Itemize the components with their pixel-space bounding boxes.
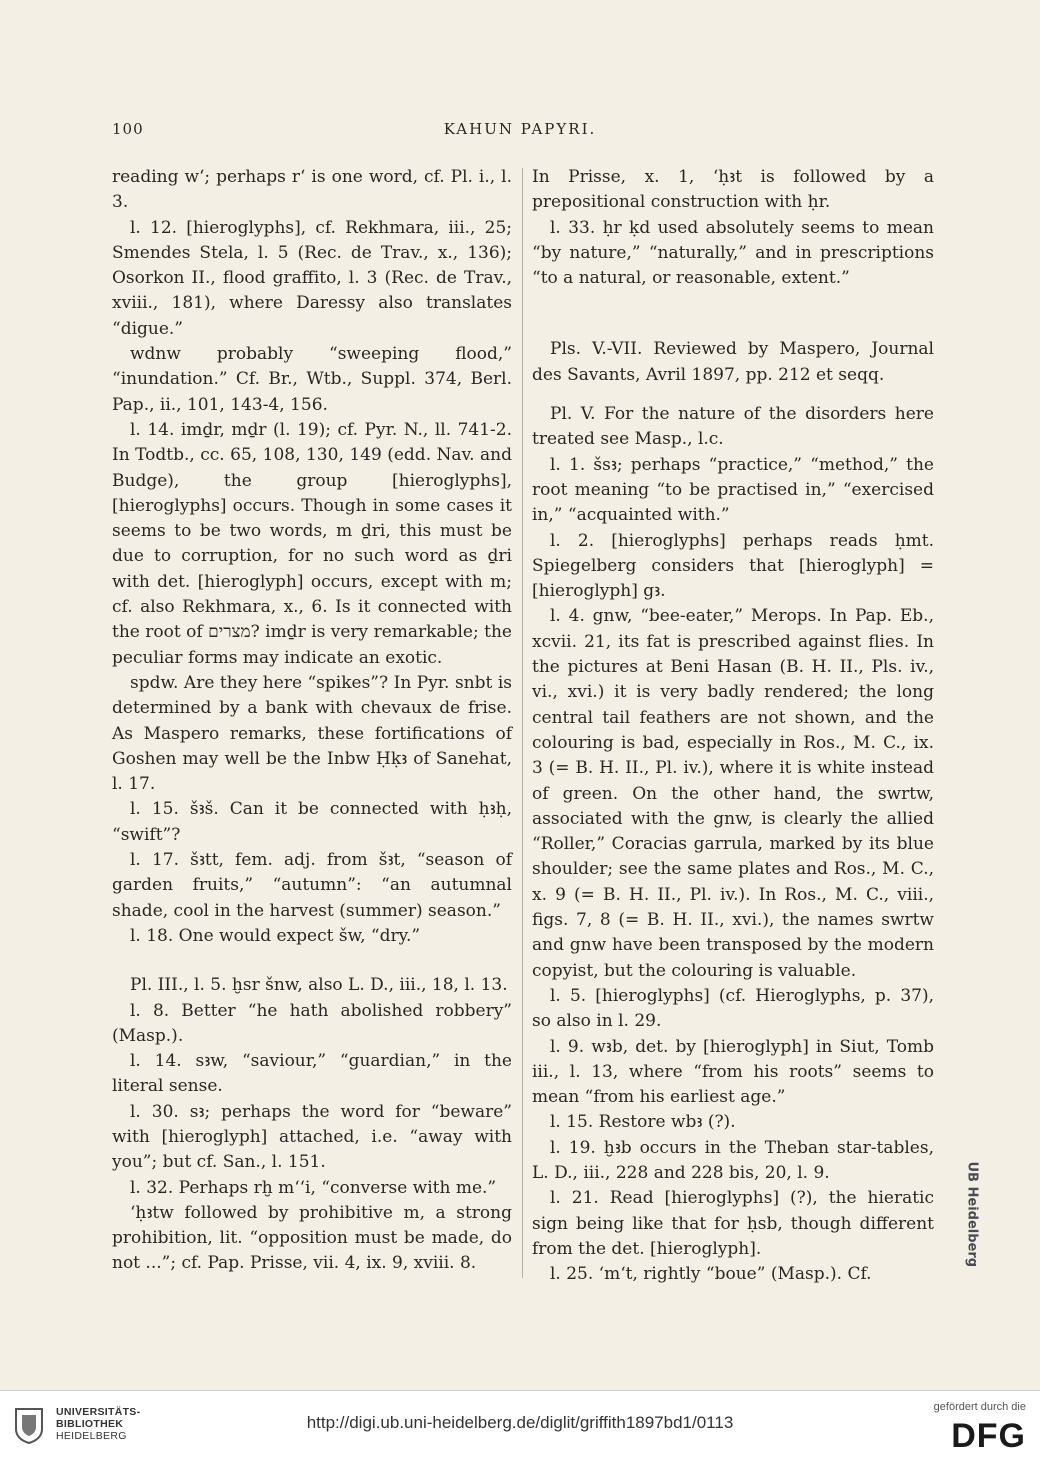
- funding-caption: gefördert durch die: [933, 1401, 1026, 1413]
- paragraph: l. 14. imḏr, mḏr (l. 19); cf. Pyr. N., ll. 741-2. In Todtb., cc. 65, 108, 130, 149 (edd. Nav. and Budge), the group [hieroglyphs], [hieroglyphs] occurs. Though in some cases it seems to be two words, m ḏri, this must be due to corruption, for no such word as ḏri with det. [hieroglyph] occurs, except with m; cf. also Rekhmara, x., 6. Is it connected with the root of מצרים? imḏr is very remarkable; the peculiar forms may indicate an exotic.: [112, 419, 512, 668]
- library-stamp: [960, 1160, 982, 1350]
- paragraph: wdnw probably “sweeping flood,” “inundation.” Cf. Br., Wtb., Suppl. 374, Berl. Pap., ii., 101, 143-4, 156.: [112, 344, 512, 415]
- paragraph: l. 9. wꜣb, det. by [hieroglyph] in Siut, Tomb iii., l. 13, where “from his roots” seems to mean “from his earliest age.”: [532, 1036, 934, 1108]
- column-divider: [522, 168, 523, 1278]
- source-url-link[interactable]: http://digi.ub.uni-heidelberg.de/diglit/griffith1897bd1/0113: [306, 1413, 734, 1432]
- paragraph: l. 1. šsꜣ; perhaps “practice,” “method,” the root meaning “to be practised in,” “exercised in,” “acquainted with.”: [532, 454, 934, 526]
- paragraph: In Prisse, x. 1, ‘ḥꜣt is followed by a prepositional construction with ḥr.: [532, 167, 934, 213]
- paragraph: l. 14. sꜣw, “saviour,” “guardian,” in the literal sense.: [112, 1051, 512, 1097]
- section-heading: Pls. V.-VII. Reviewed by Maspero, Journal des Savants, Avril 1897, pp. 212 et seqq.: [532, 339, 934, 385]
- left-column: [112, 165, 512, 1277]
- institution-name: UNIVERSITÄTS- BIBLIOTHEK HEIDELBERG: [56, 1406, 141, 1442]
- paragraph: l. 12. [hieroglyphs], cf. Rekhmara, iii., 25; Smendes Stela, l. 5 (Rec. de Trav., x., 136); Osorkon II., flood graffito, l. 3 (Rec. de Trav., xviii., 181), where Daressy also translates “digue.”: [112, 217, 512, 339]
- paragraph: reading w‘; perhaps r‘ is one word, cf. Pl. i., l. 3.: [112, 167, 512, 213]
- paragraph: l. 17. šꜣtt, fem. adj. from šꜣt, “season of garden fruits,” “autumn”: “an autumnal shade, cool in the harvest (summer) season.”: [112, 850, 512, 921]
- paragraph: l. 25. ‘m‘t, rightly “boue” (Masp.). Cf.: [550, 1264, 872, 1285]
- paragraph: l. 15. Restore wbꜣ (?).: [550, 1112, 736, 1133]
- paragraph: l. 5. [hieroglyphs] (cf. Hieroglyphs, p. 37), so also in l. 29.: [532, 985, 934, 1032]
- paragraph: l. 21. Read [hieroglyphs] (?), the hieratic sign being like that for ḥsb, though different from the det. [hieroglyph].: [532, 1188, 934, 1259]
- page-number: 100: [112, 120, 144, 138]
- page-header: [0, 118, 1040, 146]
- paragraph: l. 8. Better “he hath abolished robbery” (Masp.).: [112, 1000, 512, 1046]
- right-column: [532, 165, 934, 1287]
- running-title: KAHUN PAPYRI.: [443, 120, 597, 138]
- paragraph: l. 32. Perhaps rḫ m‘‘i, “converse with me.”: [130, 1177, 497, 1198]
- footer-bar: [0, 1390, 1040, 1461]
- dfg-logo: DFG: [951, 1417, 1026, 1455]
- paragraph: l. 18. One would expect šw, “dry.”: [130, 925, 421, 946]
- paragraph: l. 2. [hieroglyphs] perhaps reads ḥmt. Spiegelberg considers that [hieroglyph] = [hieroglyph] gꜣ.: [532, 530, 934, 602]
- paragraph: l. 33. ḥr ḳd used absolutely seems to mean “by nature,” “naturally,” and in prescriptions “to a natural, or reasonable, extent.”: [532, 217, 934, 289]
- paragraph: ‘ḥꜣtw followed by prohibitive m, a strong prohibition, lit. “opposition must be made, do not ...”; cf. Pap. Prisse, vii. 4, ix. 9, xviii. 8.: [112, 1202, 512, 1274]
- paragraph: l. 19. ḫꜣb occurs in the Theban star-tables, L. D., iii., 228 and 228 bis, 20, l. 9.: [532, 1137, 934, 1183]
- paragraph: Pl. III., l. 5. ḫsr šnw, also L. D., iii., 18, l. 13.: [130, 975, 508, 996]
- paragraph: l. 30. sꜣ; perhaps the word for “beware” with [hieroglyph] attached, i.e. “away with you”; but cf. San., l. 151.: [112, 1101, 512, 1173]
- paragraph: l. 15. šꜣš. Can it be connected with ḥꜣḥ, “swift”?: [112, 799, 512, 845]
- library-stamp-text: UB Heidelberg: [964, 1161, 980, 1268]
- paragraph: l. 4. gnw, “bee-eater,” Merops. In Pap. Eb., xcvii. 21, its fat is prescribed against flies. In the pictures at Beni Hasan (B. H. II., Pls. iv., vi., xvi.) it is very badly rendered; the long central tail feathers are not shown, and the colouring is bad, especially in Ros., M. C., ix. 3 (= B. H. II., Pl. iv.), where it is white instead of green. On the other hand, the swrtw, associated with the gnw, is clearly the allied “Roller,” Coracias garrula, marked by its blue shoulder; see the same plates and Ros., M. C., x. 9 (= B. H. II., Pl. iv.). In Ros., M. C., viii., figs. 7, 8 (= B. H. II., xvi.), the names swrtw and gnw have been transposed by the modern copyist, but the colouring is valuable.: [532, 606, 934, 981]
- paragraph: spdw. Are they here “spikes”? In Pyr. snbt is determined by a bank with chevaux de frise. As Maspero remarks, these fortifications of Goshen may well be the Inbw Ḥḳꜣ of Sanehat, l. 17.: [112, 672, 512, 795]
- paragraph: Pl. V. For the nature of the disorders here treated see Masp., l.c.: [532, 404, 934, 450]
